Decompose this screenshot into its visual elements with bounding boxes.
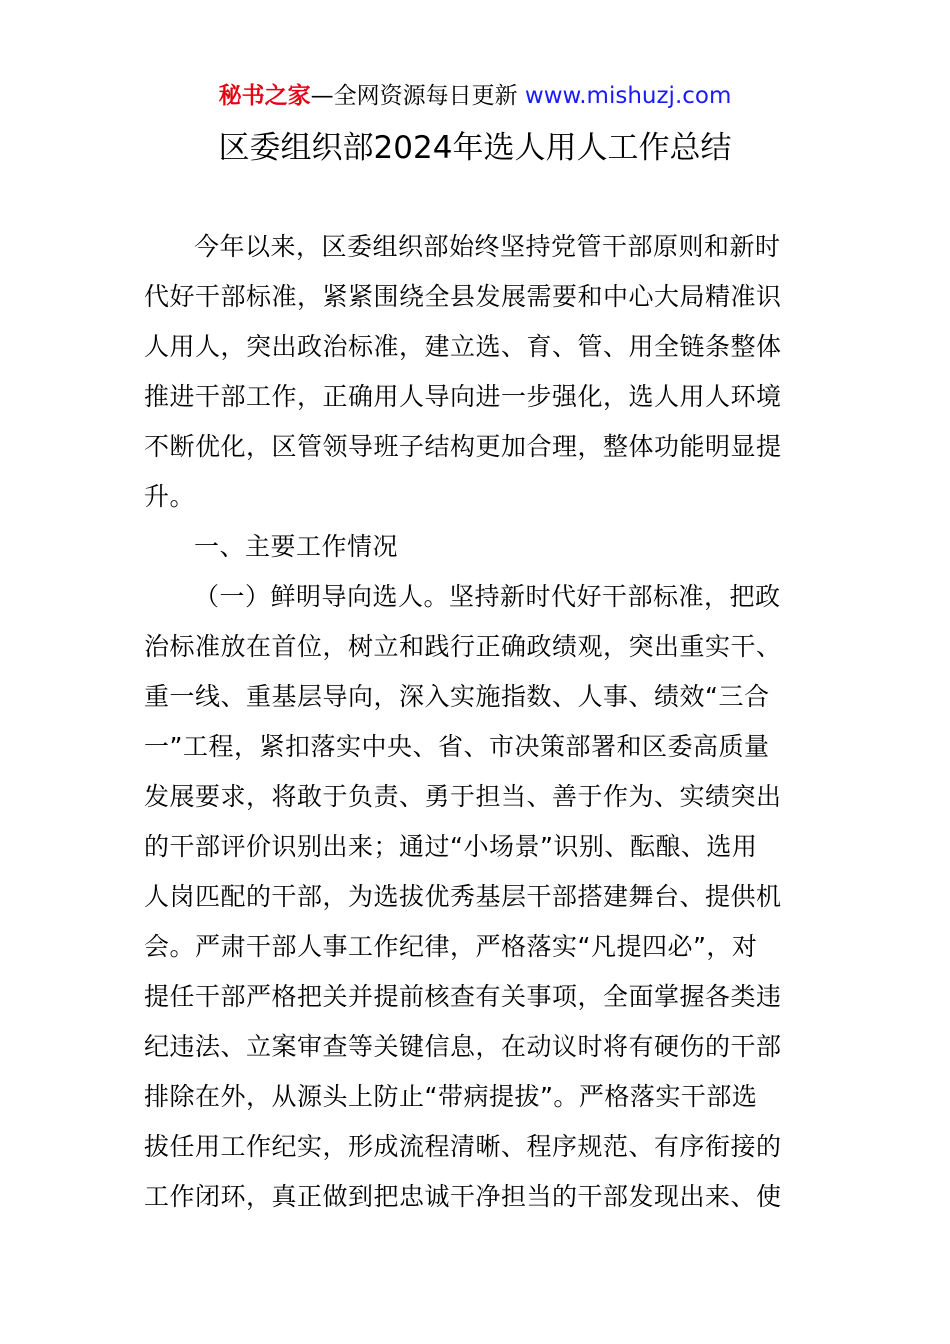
body-line: 发展要求，将敢于负责、勇于担当、善于作为、实绩突出 <box>144 782 782 811</box>
banner-tagline: —全网资源每日更新 <box>310 83 525 109</box>
body-line: 会。严肃干部人事工作纪律，严格落实“凡提四必”，对 <box>144 932 758 961</box>
site-url-link[interactable]: www.mishuzj.com <box>524 83 732 109</box>
section-heading: 一、主要工作情况 <box>194 532 399 561</box>
document-body <box>144 222 810 1222</box>
document-title: 区委组织部2024年选人用人工作总结 <box>218 130 732 166</box>
body-line: 纪违法、立案审查等关键信息，在动议时将有硬伤的干部 <box>144 1032 782 1061</box>
body-line: 提任干部严格把关并提前核查有关事项，全面掌握各类违 <box>144 982 782 1011</box>
body-line: 人岗匹配的干部，为选拔优秀基层干部搭建舞台、提供机 <box>144 882 782 911</box>
brand-name: 秘书之家 <box>218 83 311 109</box>
body-line: 重一线、重基层导向，深入实施指数、人事、绩效“三合 <box>144 682 770 711</box>
body-line: 推进干部工作，正确用人导向进一步强化，选人用人环境 <box>144 382 782 411</box>
site-banner <box>0 80 950 112</box>
body-line: 人用人，突出政治标准，建立选、育、管、用全链条整体 <box>144 332 782 361</box>
body-line: 的干部评价识别出来；通过“小场景”识别、酝酿、选用 <box>144 832 758 861</box>
body-line: 治标准放在首位，树立和践行正确政绩观，突出重实干、 <box>144 632 782 661</box>
body-line: 升。 <box>144 482 196 511</box>
body-line: 代好干部标准，紧紧围绕全县发展需要和中心大局精准识 <box>144 282 782 311</box>
body-line: （一）鲜明导向选人。坚持新时代好干部标准，把政 <box>194 582 781 611</box>
body-line: 今年以来，区委组织部始终坚持党管干部原则和新时 <box>194 232 781 261</box>
body-line: 排除在外，从源头上防止“带病提拔”。严格落实干部选 <box>144 1082 758 1111</box>
body-line: 工作闭环，真正做到把忠诚干净担当的干部发现出来、使 <box>144 1182 782 1211</box>
body-line: 拔任用工作纪实，形成流程清晰、程序规范、有序衔接的 <box>144 1132 782 1161</box>
body-line: 一”工程，紧扣落实中央、省、市决策部署和区委高质量 <box>144 732 770 761</box>
body-line: 不断优化，区管领导班子结构更加合理，整体功能明显提 <box>144 432 782 461</box>
